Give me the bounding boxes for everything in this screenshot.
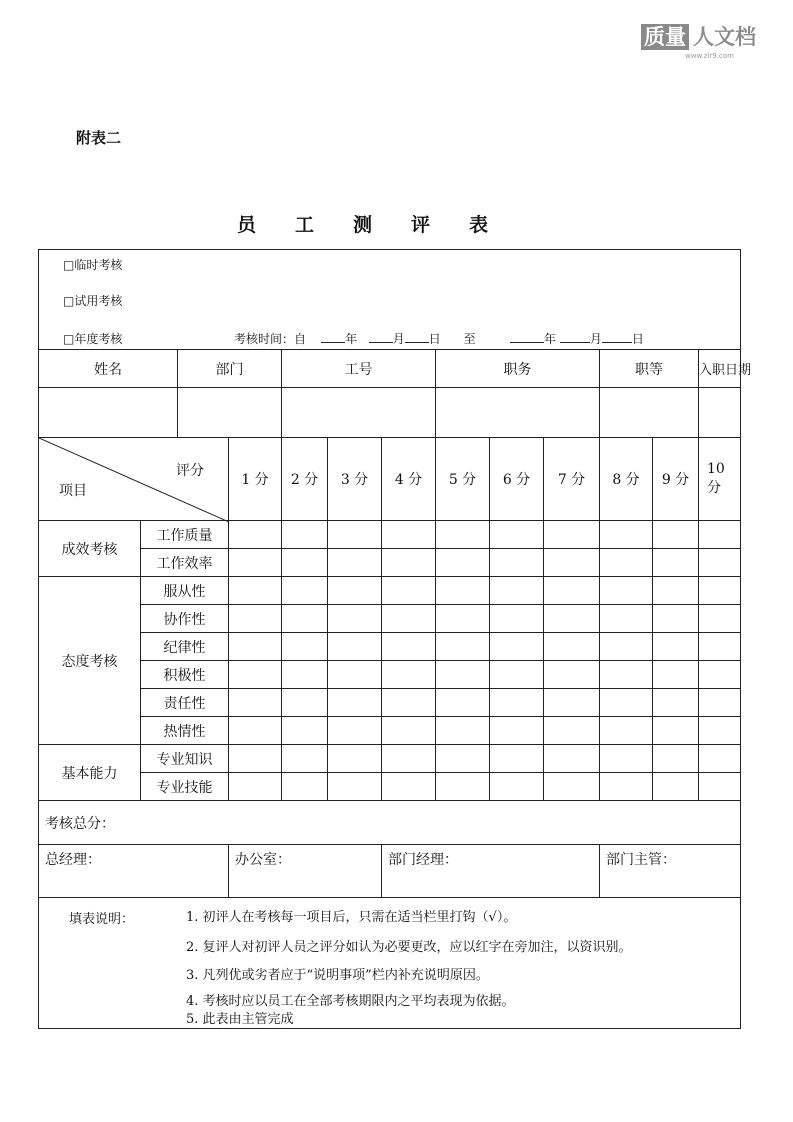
score-cell[interactable]	[229, 689, 282, 717]
score-cell[interactable]	[490, 745, 544, 773]
score-cell[interactable]	[282, 661, 328, 689]
score-cell[interactable]	[544, 521, 600, 549]
score-cell[interactable]	[436, 605, 490, 633]
score-cell[interactable]	[328, 717, 382, 745]
instruction-item: 4. 考核时应以员工在全部考核期限内之平均表现为依据。	[186, 994, 515, 1009]
score-cell[interactable]	[490, 689, 544, 717]
criteria-row	[39, 773, 741, 801]
score-cell[interactable]	[653, 661, 699, 689]
score-cell[interactable]	[490, 717, 544, 745]
score-cell[interactable]	[600, 717, 653, 745]
score-cell[interactable]	[436, 577, 490, 605]
appendix-label: 附表二	[76, 129, 122, 147]
score-cell[interactable]	[282, 521, 328, 549]
criteria-row	[39, 521, 741, 549]
score-cell[interactable]	[328, 689, 382, 717]
criteria-row	[39, 549, 741, 577]
criteria-row	[39, 689, 741, 717]
score-cell[interactable]	[699, 689, 741, 717]
criteria-item: 协作性	[141, 605, 229, 633]
criteria-item: 专业知识	[141, 745, 229, 773]
sig-department-supervisor[interactable]	[600, 845, 741, 898]
score-cell[interactable]	[600, 577, 653, 605]
score-cell[interactable]	[653, 717, 699, 745]
criteria-item: 工作效率	[141, 549, 229, 577]
score-cell[interactable]	[436, 549, 490, 577]
score-cell[interactable]	[490, 773, 544, 801]
score-cell[interactable]	[600, 689, 653, 717]
score-cell[interactable]	[600, 605, 653, 633]
month-unit: 月	[392, 332, 405, 346]
score-cell[interactable]	[653, 605, 699, 633]
header-employee-id: 工号	[282, 350, 436, 388]
score-column-header: 6 分	[490, 438, 544, 521]
criteria-row	[39, 577, 741, 605]
criteria-row	[39, 717, 741, 745]
value-employee-id[interactable]	[282, 388, 436, 438]
score-cell[interactable]	[699, 661, 741, 689]
start-month-field[interactable]	[369, 331, 393, 343]
criteria-item: 积极性	[141, 661, 229, 689]
brand-url: www.zlr9.com	[685, 52, 734, 60]
sig-general-manager-label: 总经理：	[45, 852, 101, 868]
period-to: 至	[463, 332, 476, 346]
score-cell[interactable]	[544, 689, 600, 717]
score-cell[interactable]	[490, 549, 544, 577]
criteria-group: 基本能力	[39, 745, 141, 801]
score-cell[interactable]	[490, 577, 544, 605]
score-cell[interactable]	[382, 549, 436, 577]
score-cell[interactable]	[282, 633, 328, 661]
score-cell[interactable]	[229, 633, 282, 661]
header-department: 部门	[178, 350, 282, 388]
criteria-item: 专业技能	[141, 773, 229, 801]
score-cell[interactable]	[490, 605, 544, 633]
score-cell[interactable]	[229, 773, 282, 801]
score-cell[interactable]	[328, 549, 382, 577]
checkbox-annual[interactable]: □年度考核	[63, 332, 123, 346]
score-column-header: 3 分	[328, 438, 382, 521]
score-cell[interactable]	[490, 521, 544, 549]
score-cell[interactable]	[699, 521, 741, 549]
assessment-type-section	[39, 250, 741, 350]
score-cell[interactable]	[229, 549, 282, 577]
score-column-header: 10 分	[699, 438, 741, 521]
score-cell[interactable]	[282, 745, 328, 773]
start-year-field[interactable]	[321, 331, 345, 343]
criteria-group: 成效考核	[39, 521, 141, 577]
year-unit: 年	[544, 332, 557, 346]
score-column-header: 7 分	[544, 438, 600, 521]
sig-office[interactable]	[229, 845, 382, 898]
score-column-header: 4 分	[382, 438, 436, 521]
value-position[interactable]	[436, 388, 600, 438]
score-cell[interactable]	[600, 773, 653, 801]
score-cell[interactable]	[699, 773, 741, 801]
score-cell[interactable]	[229, 717, 282, 745]
score-cell[interactable]	[600, 745, 653, 773]
score-cell[interactable]	[490, 633, 544, 661]
brand-mark: 质量	[641, 24, 689, 50]
instructions-title: 填表说明：	[69, 912, 135, 927]
score-cell[interactable]	[382, 577, 436, 605]
value-hire-date[interactable]	[699, 388, 741, 438]
sig-department-manager-label: 部门经理：	[388, 852, 458, 868]
score-cell[interactable]	[229, 745, 282, 773]
sig-office-label: 办公室：	[235, 852, 291, 868]
total-score-row	[39, 801, 741, 845]
score-cell[interactable]	[382, 521, 436, 549]
score-column-header: 9 分	[653, 438, 699, 521]
score-cell[interactable]	[328, 521, 382, 549]
score-cell[interactable]	[382, 689, 436, 717]
score-cell[interactable]	[328, 605, 382, 633]
end-year-field[interactable]	[510, 331, 544, 343]
score-cell[interactable]	[699, 605, 741, 633]
criteria-row	[39, 605, 741, 633]
checkbox-probation[interactable]: □试用考核	[63, 294, 123, 308]
score-cell[interactable]	[382, 717, 436, 745]
score-cell[interactable]	[600, 521, 653, 549]
header-name: 姓名	[39, 350, 178, 388]
criteria-item: 纪律性	[141, 633, 229, 661]
score-cell[interactable]	[653, 689, 699, 717]
score-cell[interactable]	[282, 717, 328, 745]
score-cell[interactable]	[328, 577, 382, 605]
instruction-item: 3. 凡列优或劣者应于“说明事项”栏内补充说明原因。	[186, 968, 489, 983]
instruction-item: 2. 复评人对初评人员之评分如认为必要更改，应以红字在旁加注，以资识别。	[186, 940, 632, 955]
instructions	[39, 898, 741, 1029]
day-unit: 日	[428, 332, 441, 346]
brand-logo	[641, 24, 791, 64]
end-day-field[interactable]	[602, 331, 632, 343]
header-position: 职务	[436, 350, 600, 388]
score-cell[interactable]	[653, 773, 699, 801]
score-cell[interactable]	[328, 745, 382, 773]
score-column-header: 1 分	[229, 438, 282, 521]
score-cell[interactable]	[282, 577, 328, 605]
score-cell[interactable]	[653, 577, 699, 605]
score-cell[interactable]	[328, 633, 382, 661]
diagonal-header	[39, 438, 229, 521]
total-score-label: 考核总分：	[45, 815, 115, 832]
value-grade[interactable]	[600, 388, 699, 438]
score-cell[interactable]	[436, 521, 490, 549]
score-cell[interactable]	[229, 577, 282, 605]
score-cell[interactable]	[282, 773, 328, 801]
item-axis-label: 项目	[59, 483, 87, 499]
score-column-header: 8 分	[600, 438, 653, 521]
score-cell[interactable]	[699, 717, 741, 745]
sig-department-manager[interactable]	[382, 845, 600, 898]
sig-department-supervisor-label: 部门主管：	[606, 852, 676, 868]
brand-wordmark: 人文档	[693, 25, 756, 49]
score-cell[interactable]	[600, 661, 653, 689]
score-cell[interactable]	[282, 549, 328, 577]
score-cell[interactable]	[436, 661, 490, 689]
criteria-group: 态度考核	[39, 577, 141, 745]
score-cell[interactable]	[328, 773, 382, 801]
score-cell[interactable]	[544, 745, 600, 773]
score-cell[interactable]	[382, 605, 436, 633]
score-cell[interactable]	[490, 661, 544, 689]
evaluation-table	[38, 249, 752, 1029]
criteria-row	[39, 633, 741, 661]
score-column-header: 2 分	[282, 438, 328, 521]
score-cell[interactable]	[382, 773, 436, 801]
score-cell[interactable]	[653, 549, 699, 577]
end-month-field[interactable]	[560, 331, 590, 343]
score-cell[interactable]	[229, 521, 282, 549]
score-cell[interactable]	[282, 689, 328, 717]
score-cell[interactable]	[382, 745, 436, 773]
score-cell[interactable]	[544, 717, 600, 745]
header-grade: 职等	[600, 350, 699, 388]
score-cell[interactable]	[653, 745, 699, 773]
score-cell[interactable]	[436, 773, 490, 801]
score-cell[interactable]	[544, 661, 600, 689]
page-title: 员工测评表	[237, 214, 528, 236]
header-hire-date: 入职日期	[699, 350, 741, 388]
criteria-item: 服从性	[141, 577, 229, 605]
period-label: 考核时间：自	[234, 332, 307, 346]
year-unit: 年	[345, 332, 358, 346]
instruction-item: 1. 初评人在考核每一项目后，只需在适当栏里打钩（√）。	[186, 910, 517, 925]
score-cell[interactable]	[544, 773, 600, 801]
score-cell[interactable]	[544, 633, 600, 661]
score-cell[interactable]	[699, 633, 741, 661]
score-cell[interactable]	[544, 549, 600, 577]
score-cell[interactable]	[436, 633, 490, 661]
value-name[interactable]	[39, 388, 178, 438]
score-cell[interactable]	[653, 521, 699, 549]
value-department[interactable]	[178, 388, 282, 438]
score-cell[interactable]	[436, 689, 490, 717]
day-unit: 日	[631, 332, 644, 346]
score-cell[interactable]	[382, 661, 436, 689]
score-cell[interactable]	[544, 577, 600, 605]
score-cell[interactable]	[382, 633, 436, 661]
criteria-item: 热情性	[141, 717, 229, 745]
score-cell[interactable]	[436, 745, 490, 773]
score-cell[interactable]	[699, 745, 741, 773]
criteria-item: 工作质量	[141, 521, 229, 549]
score-axis-label: 评分	[176, 463, 204, 479]
score-column-header: 5 分	[436, 438, 490, 521]
sig-general-manager[interactable]	[39, 845, 229, 898]
score-cell[interactable]	[653, 633, 699, 661]
start-day-field[interactable]	[405, 331, 429, 343]
score-cell[interactable]	[600, 633, 653, 661]
criteria-row	[39, 661, 741, 689]
assessment-period	[234, 330, 644, 347]
score-cell[interactable]	[600, 549, 653, 577]
score-cell[interactable]	[436, 717, 490, 745]
score-cell[interactable]	[229, 661, 282, 689]
month-unit: 月	[589, 332, 602, 346]
instruction-item: 5. 此表由主管完成	[186, 1012, 294, 1027]
criteria-row	[39, 745, 741, 773]
score-cell[interactable]	[699, 549, 741, 577]
score-cell[interactable]	[328, 661, 382, 689]
checkbox-temporary[interactable]: □临时考核	[63, 258, 123, 272]
score-cell[interactable]	[699, 577, 741, 605]
criteria-item: 责任性	[141, 689, 229, 717]
score-cell[interactable]	[282, 605, 328, 633]
score-cell[interactable]	[544, 605, 600, 633]
score-cell[interactable]	[229, 605, 282, 633]
